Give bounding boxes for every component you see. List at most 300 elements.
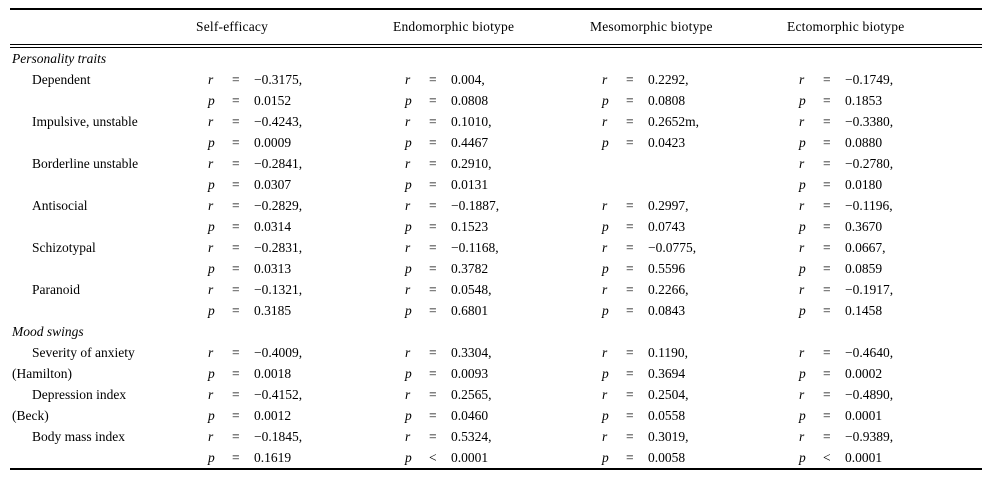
- stat-symbol: p: [799, 135, 806, 150]
- stat-symbol: r: [799, 240, 805, 255]
- stat-symbol: p: [602, 408, 609, 423]
- stat-operator: =: [823, 282, 831, 297]
- stat-line: [194, 426, 391, 447]
- stat-operator: =: [626, 135, 634, 150]
- stat-operator: =: [429, 177, 437, 192]
- stat-operator: =: [232, 198, 240, 213]
- stat-line: [588, 300, 785, 321]
- stat-value: 0.0001: [451, 450, 489, 465]
- stat-line: [391, 363, 588, 384]
- stat-symbol: p: [208, 93, 215, 108]
- stat-symbol: p: [799, 366, 806, 381]
- stat-symbol: r: [602, 72, 608, 87]
- stat-operator: <: [429, 450, 437, 465]
- column-header-mesomorphic-biotype: Mesomorphic biotype: [590, 19, 713, 34]
- stat-line: [785, 195, 982, 216]
- stat-value: −0.3380,: [845, 114, 894, 129]
- stat-line: [194, 363, 391, 384]
- row-label: Depression index: [32, 387, 127, 402]
- stat-operator: <: [823, 450, 831, 465]
- stat-symbol: r: [799, 345, 805, 360]
- stat-value: 0.2504,: [648, 387, 689, 402]
- stat-line: [194, 405, 391, 426]
- stat-value: 0.5596: [648, 261, 686, 276]
- stat-symbol: p: [799, 177, 806, 192]
- stat-line: [588, 342, 785, 363]
- stat-symbol: p: [799, 450, 806, 465]
- stat-symbol: r: [208, 156, 214, 171]
- stat-value: 0.0808: [451, 93, 489, 108]
- stat-line: [588, 195, 785, 216]
- stat-cell: [785, 195, 982, 237]
- stat-operator: =: [823, 114, 831, 129]
- stat-operator: =: [823, 72, 831, 87]
- stat-cell: [785, 426, 982, 468]
- stat-line: [785, 279, 982, 300]
- stat-line: [391, 216, 588, 237]
- stat-operator: =: [626, 429, 634, 444]
- column-header-endomorphic-biotype: Endomorphic biotype: [393, 19, 515, 34]
- row-sublabel: [10, 447, 194, 468]
- stat-symbol: r: [405, 282, 411, 297]
- stat-value: 0.1853: [845, 93, 883, 108]
- stat-value: −0.1168,: [451, 240, 499, 255]
- stat-symbol: p: [602, 93, 609, 108]
- stat-value: 0.0314: [254, 219, 292, 234]
- row-label: Schizotypal: [32, 240, 96, 255]
- stat-cell: [194, 195, 391, 237]
- stat-symbol: r: [799, 156, 805, 171]
- stat-cell: [194, 111, 391, 153]
- stat-value: 0.0012: [254, 408, 292, 423]
- stat-symbol: p: [208, 450, 215, 465]
- stat-operator: =: [626, 72, 634, 87]
- stat-cell: [785, 342, 982, 384]
- row-label-cell: [10, 279, 194, 321]
- stat-symbol: r: [208, 387, 214, 402]
- stat-cell: [391, 342, 588, 384]
- stat-value: 0.0843: [648, 303, 686, 318]
- stat-line: [785, 405, 982, 426]
- stat-symbol: r: [799, 72, 805, 87]
- stat-symbol: p: [208, 177, 215, 192]
- stat-operator: =: [823, 93, 831, 108]
- row-label: Body mass index: [32, 429, 125, 444]
- stat-value: 0.3670: [845, 219, 883, 234]
- stat-operator: =: [429, 345, 437, 360]
- stat-symbol: p: [602, 303, 609, 318]
- row-sublabel: [10, 132, 194, 153]
- stat-value: 0.3304,: [451, 345, 492, 360]
- stat-value: −0.2831,: [254, 240, 303, 255]
- stat-symbol: p: [799, 408, 806, 423]
- stat-operator: =: [232, 345, 240, 360]
- stat-line: [785, 69, 982, 90]
- stat-operator: =: [823, 240, 831, 255]
- stat-line: [194, 153, 391, 174]
- stat-symbol: p: [799, 261, 806, 276]
- stat-value: −0.1917,: [845, 282, 894, 297]
- stat-line: [391, 405, 588, 426]
- stat-symbol: p: [208, 261, 215, 276]
- stat-operator: =: [823, 198, 831, 213]
- stat-operator: =: [429, 366, 437, 381]
- stat-line: [785, 363, 982, 384]
- stat-symbol: r: [799, 114, 805, 129]
- stat-line: [785, 258, 982, 279]
- stat-operator: =: [429, 219, 437, 234]
- stat-line: [391, 237, 588, 258]
- stat-operator: =: [626, 408, 634, 423]
- row-label-cell: [10, 237, 194, 279]
- stat-value: −0.1321,: [254, 282, 303, 297]
- stat-line: [785, 90, 982, 111]
- stat-value: 0.0009: [254, 135, 292, 150]
- stat-line: [194, 111, 391, 132]
- stat-value: 0.0859: [845, 261, 883, 276]
- stat-symbol: r: [405, 198, 411, 213]
- stat-operator: =: [429, 408, 437, 423]
- row-label: Severity of anxiety: [32, 345, 135, 360]
- row-label: Antisocial: [32, 198, 88, 213]
- stat-symbol: r: [405, 387, 411, 402]
- stat-value: 0.3782: [451, 261, 489, 276]
- stat-symbol: r: [405, 156, 411, 171]
- stat-line: [391, 69, 588, 90]
- stat-line: [391, 426, 588, 447]
- stat-symbol: p: [405, 177, 412, 192]
- stat-value: −0.4152,: [254, 387, 303, 402]
- stat-symbol: p: [602, 261, 609, 276]
- row-label-cell: [10, 342, 194, 384]
- stat-operator: =: [823, 261, 831, 276]
- stat-operator: =: [232, 429, 240, 444]
- column-header-self-efficacy: Self-efficacy: [196, 19, 269, 34]
- stat-value: 0.0743: [648, 219, 686, 234]
- stat-value: −0.2829,: [254, 198, 303, 213]
- row-label-cell: [10, 426, 194, 468]
- table-row: [10, 111, 982, 153]
- stat-operator: =: [626, 114, 634, 129]
- stat-cell: [588, 111, 785, 153]
- stat-line: [391, 384, 588, 405]
- stat-line: [391, 300, 588, 321]
- stat-operator: =: [232, 366, 240, 381]
- stat-symbol: r: [208, 114, 214, 129]
- stat-operator: =: [232, 93, 240, 108]
- stat-operator: =: [429, 429, 437, 444]
- stat-line: [391, 90, 588, 111]
- stat-cell: [194, 279, 391, 321]
- stat-line: [391, 258, 588, 279]
- stat-symbol: p: [405, 219, 412, 234]
- stat-value: 0.0131: [451, 177, 489, 192]
- stat-value: 0.0093: [451, 366, 489, 381]
- stat-value: 0.0152: [254, 93, 292, 108]
- stat-value: 0.0808: [648, 93, 686, 108]
- stat-cell: [391, 195, 588, 237]
- stat-value: 0.3694: [648, 366, 686, 381]
- stat-value: 0.4467: [451, 135, 489, 150]
- stat-symbol: p: [799, 219, 806, 234]
- table-body: [10, 48, 982, 468]
- row-label-cell: [10, 111, 194, 153]
- stat-line: [588, 405, 785, 426]
- stat-value: −0.1749,: [845, 72, 894, 87]
- stat-cell: [391, 384, 588, 426]
- stat-value: 0.1458: [845, 303, 883, 318]
- stat-line: [391, 174, 588, 195]
- stat-operator: =: [429, 282, 437, 297]
- table-row: [10, 279, 982, 321]
- stat-cell: [785, 237, 982, 279]
- stat-line: [391, 342, 588, 363]
- row-sublabel: [10, 216, 194, 237]
- stat-symbol: r: [602, 387, 608, 402]
- stat-operator: =: [823, 219, 831, 234]
- stat-line: [588, 69, 785, 90]
- stat-operator: =: [429, 72, 437, 87]
- stat-value: 0.5324,: [451, 429, 492, 444]
- row-label: Dependent: [32, 72, 91, 87]
- stat-cell: [194, 153, 391, 195]
- stat-operator: =: [823, 156, 831, 171]
- stat-symbol: r: [602, 345, 608, 360]
- stat-operator: =: [823, 303, 831, 318]
- stat-cell: [194, 342, 391, 384]
- stat-line: [785, 174, 982, 195]
- stat-operator: =: [626, 303, 634, 318]
- stat-value: 0.2565,: [451, 387, 492, 402]
- stat-value: 0.0001: [845, 450, 883, 465]
- stat-symbol: p: [405, 93, 412, 108]
- row-label-cell: [10, 384, 194, 426]
- stat-operator: =: [232, 177, 240, 192]
- table-row: [10, 237, 982, 279]
- stat-operator: =: [232, 72, 240, 87]
- stat-line: [785, 342, 982, 363]
- stat-symbol: p: [602, 450, 609, 465]
- stat-symbol: p: [405, 408, 412, 423]
- stat-operator: =: [232, 408, 240, 423]
- stat-line: [588, 153, 785, 174]
- stat-line: [391, 195, 588, 216]
- stat-value: 0.3019,: [648, 429, 689, 444]
- stat-value: 0.2910,: [451, 156, 492, 171]
- stat-operator: =: [429, 135, 437, 150]
- stat-symbol: p: [799, 93, 806, 108]
- row-label: Paranoid: [32, 282, 80, 297]
- stat-value: −0.4243,: [254, 114, 303, 129]
- stat-line: [588, 111, 785, 132]
- stat-cell: [194, 384, 391, 426]
- stat-cell: [588, 195, 785, 237]
- stat-symbol: r: [405, 72, 411, 87]
- stat-value: 0.1190,: [648, 345, 688, 360]
- stat-value: 0.1523: [451, 219, 489, 234]
- stat-line: [588, 363, 785, 384]
- row-sublabel: (Beck): [12, 408, 49, 423]
- stat-line: [588, 237, 785, 258]
- stat-operator: =: [232, 114, 240, 129]
- stat-symbol: r: [602, 114, 608, 129]
- table-header: [10, 10, 982, 44]
- stat-value: 0.3185: [254, 303, 292, 318]
- stat-operator: =: [232, 261, 240, 276]
- stat-symbol: p: [602, 219, 609, 234]
- stat-symbol: p: [405, 366, 412, 381]
- stat-operator: =: [429, 93, 437, 108]
- stat-cell: [588, 426, 785, 468]
- table-row: [10, 195, 982, 237]
- stat-operator: =: [429, 303, 437, 318]
- stat-value: 0.0313: [254, 261, 292, 276]
- stat-operator: =: [823, 135, 831, 150]
- stat-value: 0.0667,: [845, 240, 886, 255]
- stat-line: [194, 90, 391, 111]
- stat-value: 0.0558: [648, 408, 686, 423]
- stat-value: −0.4640,: [845, 345, 894, 360]
- stat-operator: =: [429, 114, 437, 129]
- stat-cell: [785, 279, 982, 321]
- stat-operator: =: [232, 303, 240, 318]
- stat-symbol: r: [208, 240, 214, 255]
- stat-symbol: r: [405, 345, 411, 360]
- stat-cell: [588, 342, 785, 384]
- stat-line: [588, 132, 785, 153]
- stat-operator: =: [626, 366, 634, 381]
- stat-symbol: r: [799, 387, 805, 402]
- stat-value: 0.0460: [451, 408, 489, 423]
- stat-line: [194, 132, 391, 153]
- stat-value: −0.1845,: [254, 429, 303, 444]
- stat-cell: [785, 384, 982, 426]
- stat-symbol: r: [799, 198, 805, 213]
- stat-symbol: r: [602, 282, 608, 297]
- stat-cell: [588, 279, 785, 321]
- stat-line: [785, 111, 982, 132]
- stat-symbol: p: [405, 261, 412, 276]
- table-row: [10, 384, 982, 426]
- stat-operator: =: [232, 387, 240, 402]
- stat-symbol: p: [208, 303, 215, 318]
- stat-value: −0.4890,: [845, 387, 894, 402]
- stat-symbol: p: [405, 135, 412, 150]
- stat-value: 0.1010,: [451, 114, 492, 129]
- stat-value: 0.2266,: [648, 282, 689, 297]
- stat-value: −0.0775,: [648, 240, 697, 255]
- stat-value: 0.1619: [254, 450, 292, 465]
- stat-symbol: r: [405, 240, 411, 255]
- stat-value: 0.0307: [254, 177, 292, 192]
- stat-operator: =: [823, 429, 831, 444]
- stat-operator: =: [232, 450, 240, 465]
- stat-symbol: r: [799, 282, 805, 297]
- stat-line: [194, 237, 391, 258]
- stat-line: [785, 216, 982, 237]
- stat-symbol: p: [405, 303, 412, 318]
- stat-value: 0.0058: [648, 450, 686, 465]
- stat-cell: [391, 237, 588, 279]
- row-label-cell: [10, 69, 194, 111]
- table-row: [10, 426, 982, 468]
- section-title: Personality traits: [12, 51, 107, 66]
- stat-cell: [391, 153, 588, 195]
- stat-cell: [785, 111, 982, 153]
- row-label-cell: [10, 195, 194, 237]
- stat-symbol: r: [602, 240, 608, 255]
- stat-operator: =: [429, 261, 437, 276]
- stat-line: [588, 384, 785, 405]
- stat-line: [785, 426, 982, 447]
- stat-value: 0.2997,: [648, 198, 689, 213]
- stat-line: [785, 384, 982, 405]
- stat-value: −0.2780,: [845, 156, 894, 171]
- stat-cell: [391, 69, 588, 111]
- row-sublabel: [10, 300, 194, 321]
- stat-line: [391, 447, 588, 468]
- stat-operator: =: [626, 450, 634, 465]
- stat-value: 0.0548,: [451, 282, 492, 297]
- stat-value: 0.0002: [845, 366, 883, 381]
- stat-symbol: p: [208, 366, 215, 381]
- stat-symbol: r: [602, 198, 608, 213]
- stat-value: 0.0180: [845, 177, 883, 192]
- stat-value: 0.0880: [845, 135, 883, 150]
- stat-operator: =: [823, 177, 831, 192]
- stat-cell: [194, 426, 391, 468]
- stat-operator: =: [429, 198, 437, 213]
- stat-value: 0.0423: [648, 135, 686, 150]
- stat-symbol: p: [799, 303, 806, 318]
- stat-value: −0.3175,: [254, 72, 303, 87]
- stat-line: [588, 447, 785, 468]
- stat-operator: =: [626, 240, 634, 255]
- stat-line: [194, 300, 391, 321]
- stat-symbol: r: [405, 114, 411, 129]
- stat-operator: =: [823, 345, 831, 360]
- stat-operator: =: [429, 387, 437, 402]
- row-sublabel: (Hamilton): [12, 366, 72, 381]
- stat-symbol: r: [208, 198, 214, 213]
- stat-line: [588, 216, 785, 237]
- stat-cell: [588, 384, 785, 426]
- stat-cell: [391, 279, 588, 321]
- stat-cell: [194, 237, 391, 279]
- stat-value: 0.6801: [451, 303, 489, 318]
- stat-operator: =: [429, 156, 437, 171]
- stat-line: [588, 426, 785, 447]
- stat-operator: =: [626, 345, 634, 360]
- stat-cell: [194, 69, 391, 111]
- stat-operator: =: [823, 387, 831, 402]
- stat-cell: [588, 153, 785, 195]
- stat-cell: [588, 237, 785, 279]
- stat-operator: =: [232, 156, 240, 171]
- row-sublabel: [10, 90, 194, 111]
- stat-line: [194, 195, 391, 216]
- stat-line: [391, 279, 588, 300]
- stat-operator: =: [232, 282, 240, 297]
- stat-line: [785, 237, 982, 258]
- stat-line: [194, 279, 391, 300]
- stat-operator: =: [823, 408, 831, 423]
- stat-symbol: p: [602, 366, 609, 381]
- column-header-ectomorphic-biotype: Ectomorphic biotype: [787, 19, 905, 34]
- stat-line: [194, 258, 391, 279]
- stat-operator: =: [823, 366, 831, 381]
- stat-cell: [588, 69, 785, 111]
